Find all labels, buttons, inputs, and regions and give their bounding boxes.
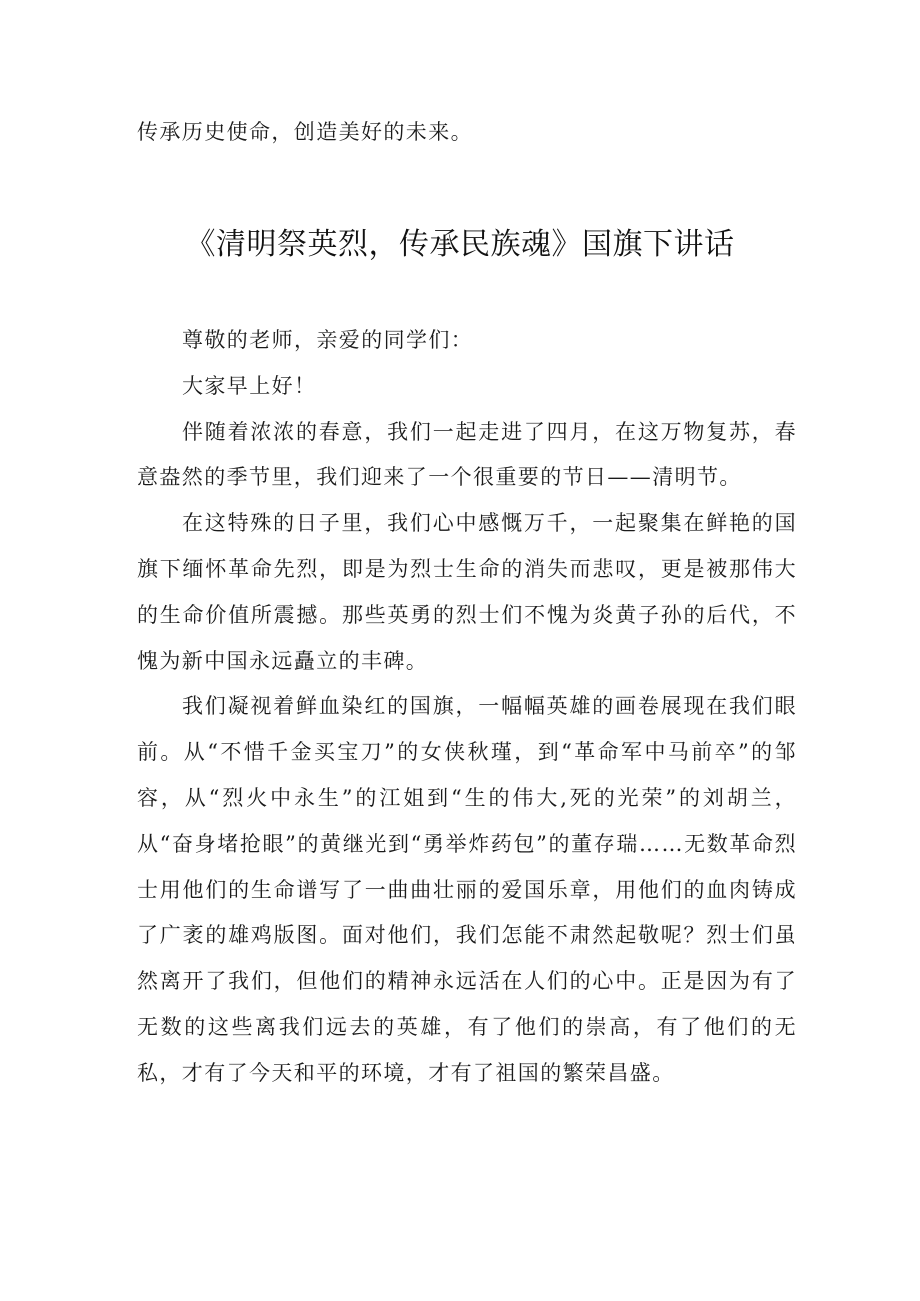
body-paragraph: 在这特殊的日子里，我们心中感慨万千，一起聚集在鲜艳的国旗下缅怀革命先烈，即是为烈士生命的消失而悲叹，更是被那伟大的生命价值所震撼。那些英勇的烈士们不愧为炎黄子孙的后代，不愧为新中国永远矗立的丰碑。 [137,511,797,673]
greeting-paragraph: 大家早上好！ [182,373,317,398]
speech-body [137,318,797,1097]
lead-line: 传承历史使命，创造美好的未来。 [137,120,473,144]
salutation-paragraph: 尊敬的老师，亲爱的同学们： [182,328,474,352]
body-paragraph: 我们凝视着鲜血染红的国旗，一幅幅英雄的画卷展现在我们眼前。从“不惜千金买宝刀”的女侠秋瑾，到“革命军中马前卒”的邹容，从“烈火中永生”的江姐到“生的伟大,死的光荣”的刘胡兰，从“奋身堵抢眼”的黄继光到“勇举炸药包”的董存瑞……无数革命烈士用他们的生命谱写了一曲曲壮丽的爱国乐章，用他们的血肉铸成了广袤的雄鸡版图。面对他们，我们怎能不肃然起敬呢？烈士们虽然离开了我们，但他们的精神永远活在人们的心中。正是因为有了无数的这些离我们远去的英雄，有了他们的崇高，有了他们的无私，才有了今天和平的环境，才有了祖国的繁荣昌盛。 [137,694,797,1085]
page-title: 《清明祭英烈，传承民族魂》国旗下讲话 [185,227,735,262]
body-paragraph: 伴随着浓浓的春意，我们一起走进了四月，在这万物复苏，春意盎然的季节里，我们迎来了一个很重要的节日——清明节。 [137,419,797,490]
